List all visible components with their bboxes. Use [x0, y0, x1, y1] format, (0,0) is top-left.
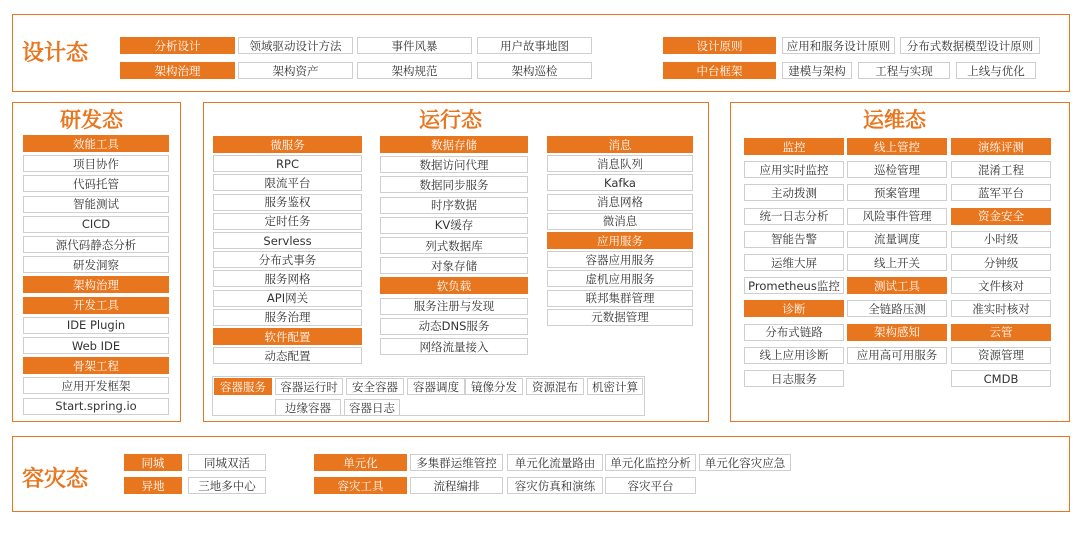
dr-item: 三地多中心: [188, 477, 266, 494]
ops-item: 智能告警: [744, 231, 844, 248]
dev-item: Web IDE: [23, 337, 169, 354]
ops-item: 流量调度: [847, 231, 947, 248]
dev-item: 代码托管: [23, 175, 169, 192]
design-item: 应用和服务设计原则: [782, 37, 895, 54]
dr-item: 单元化流量路由: [507, 454, 603, 471]
ops-title: 运维态: [863, 108, 926, 132]
dev-item: 研发洞察: [23, 256, 169, 273]
dev-title: 研发态: [60, 108, 123, 132]
dev-item: 智能测试: [23, 196, 169, 213]
runtime-category-label: 应用服务: [547, 232, 693, 249]
dev-category-label: 开发工具: [23, 297, 169, 314]
dev-category-label: 骨架工程: [23, 357, 169, 374]
dr-item: 同城双活: [188, 454, 266, 471]
design-item: 架构巡检: [477, 62, 592, 79]
runtime-item: 动态DNS服务: [380, 318, 528, 335]
runtime-category-label: 微服务: [213, 136, 362, 153]
design-item: 上线与优化: [956, 62, 1036, 79]
dr-panel: [12, 436, 1070, 512]
design-category-label: 中台框架: [663, 62, 776, 79]
dr-category-label: 容灾工具: [314, 477, 407, 494]
ops-category-label: 演练评测: [951, 138, 1051, 155]
runtime-item: 限流平台: [213, 174, 362, 191]
container-item: 机密计算: [587, 378, 643, 395]
ops-item: 混淆工程: [951, 161, 1051, 178]
ops-category-label: 线上管控: [847, 138, 947, 155]
design-category-label: 分析设计: [120, 37, 235, 54]
runtime-category-label: 软件配置: [213, 328, 362, 345]
design-category-label: 设计原则: [663, 37, 776, 54]
design-title: 设计态: [22, 41, 89, 66]
container-item: 容器运行时: [275, 378, 343, 395]
design-item: 事件风暴: [357, 37, 472, 54]
dr-item: 流程编排: [410, 477, 503, 494]
runtime-item: 服务鉴权: [213, 194, 362, 211]
ops-item: 小时级: [951, 231, 1051, 248]
ops-item: 准实时核对: [951, 300, 1051, 317]
ops-item: 全链路压测: [847, 300, 947, 317]
dr-category-label: 单元化: [314, 454, 407, 471]
runtime-item: 动态配置: [213, 347, 362, 364]
design-item: 架构资产: [238, 62, 353, 79]
runtime-title: 运行态: [419, 108, 482, 132]
runtime-item: 时序数据: [380, 197, 528, 214]
dr-category-label: 同城: [124, 454, 182, 471]
runtime-item: 虚机应用服务: [547, 270, 693, 287]
dev-item: 项目协作: [23, 155, 169, 172]
runtime-item: 对象存储: [380, 257, 528, 274]
runtime-category-label: 消息: [547, 136, 693, 153]
ops-item: 分布式链路: [744, 324, 844, 341]
ops-category-label: 架构感知: [847, 324, 947, 341]
runtime-item: 微消息: [547, 213, 693, 230]
container-category-label: 容器服务: [214, 378, 272, 395]
ops-item: 运维大屏: [744, 254, 844, 271]
dev-item: CICD: [23, 216, 169, 233]
container-item: 容器日志: [344, 399, 400, 416]
runtime-item: 分布式事务: [213, 251, 362, 268]
ops-item: 线上应用诊断: [744, 347, 844, 364]
dr-title: 容灾态: [22, 467, 89, 492]
runtime-category-label: 软负载: [380, 277, 528, 294]
runtime-item: RPC: [213, 155, 362, 172]
dev-category-label: 架构治理: [23, 276, 169, 293]
ops-category-label: 诊断: [744, 300, 844, 317]
container-item: 边缘容器: [275, 399, 341, 416]
container-item: 镜像分发: [465, 378, 523, 395]
dev-category-label: 效能工具: [23, 135, 169, 152]
container-item: 资源混布: [526, 378, 584, 395]
ops-item: Prometheus监控: [744, 277, 844, 294]
design-category-label: 架构治理: [120, 62, 235, 79]
ops-item: 主动拨测: [744, 184, 844, 201]
ops-item: 蓝军平台: [951, 184, 1051, 201]
ops-item: 应用高可用服务: [847, 347, 947, 364]
runtime-item: KV缓存: [380, 217, 528, 234]
ops-item: CMDB: [951, 370, 1051, 387]
ops-item: 文件核对: [951, 277, 1051, 294]
dr-item: 单元化容灾应急: [699, 454, 791, 471]
dev-item: 源代码静态分析: [23, 236, 169, 253]
runtime-item: 列式数据库: [380, 237, 528, 254]
runtime-item: Kafka: [547, 174, 693, 191]
design-item: 领域驱动设计方法: [238, 37, 353, 54]
dr-item: 容灾仿真和演练: [507, 477, 603, 494]
runtime-item: 网络流量接入: [380, 338, 528, 355]
dev-item: Start.spring.io: [23, 398, 169, 415]
ops-item: 应用实时监控: [744, 161, 844, 178]
ops-item: 巡检管理: [847, 161, 947, 178]
ops-item: 风险事件管理: [847, 208, 947, 225]
ops-item: 分钟级: [951, 254, 1051, 271]
runtime-item: 服务注册与发现: [380, 298, 528, 315]
runtime-item: 消息队列: [547, 155, 693, 172]
runtime-item: 定时任务: [213, 213, 362, 230]
design-item: 用户故事地图: [477, 37, 592, 54]
dev-item: 应用开发框架: [23, 377, 169, 394]
container-item: 安全容器: [346, 378, 404, 395]
dr-item: 多集群运维管控: [410, 454, 503, 471]
design-item: 架构规范: [357, 62, 472, 79]
ops-category-label: 监控: [744, 138, 844, 155]
runtime-item: 联邦集群管理: [547, 290, 693, 307]
dr-category-label: 异地: [124, 477, 182, 494]
runtime-item: 服务网格: [213, 270, 362, 287]
ops-item: 线上开关: [847, 254, 947, 271]
ops-item: 预案管理: [847, 184, 947, 201]
runtime-category-label: 数据存储: [380, 136, 528, 153]
design-item: 工程与实现: [858, 62, 950, 79]
runtime-item: 消息网格: [547, 194, 693, 211]
ops-category-label: 资金安全: [951, 208, 1051, 225]
dr-item: 容灾平台: [605, 477, 696, 494]
design-item: 分布式数据模型设计原则: [900, 37, 1040, 54]
runtime-item: 数据访问代理: [380, 156, 528, 173]
container-item: 容器调度: [407, 378, 465, 395]
runtime-item: API网关: [213, 290, 362, 307]
runtime-item: 服务治理: [213, 309, 362, 326]
runtime-item: 容器应用服务: [547, 251, 693, 268]
ops-item: 统一日志分析: [744, 208, 844, 225]
dev-item: IDE Plugin: [23, 317, 169, 334]
ops-category-label: 云管: [951, 324, 1051, 341]
runtime-item: Servless: [213, 232, 362, 249]
design-item: 建模与架构: [782, 62, 852, 79]
ops-item: 资源管理: [951, 347, 1051, 364]
runtime-item: 数据同步服务: [380, 176, 528, 193]
ops-category-label: 测试工具: [847, 277, 947, 294]
ops-item: 日志服务: [744, 370, 844, 387]
dr-item: 单元化监控分析: [605, 454, 696, 471]
runtime-item: 元数据管理: [547, 309, 693, 326]
